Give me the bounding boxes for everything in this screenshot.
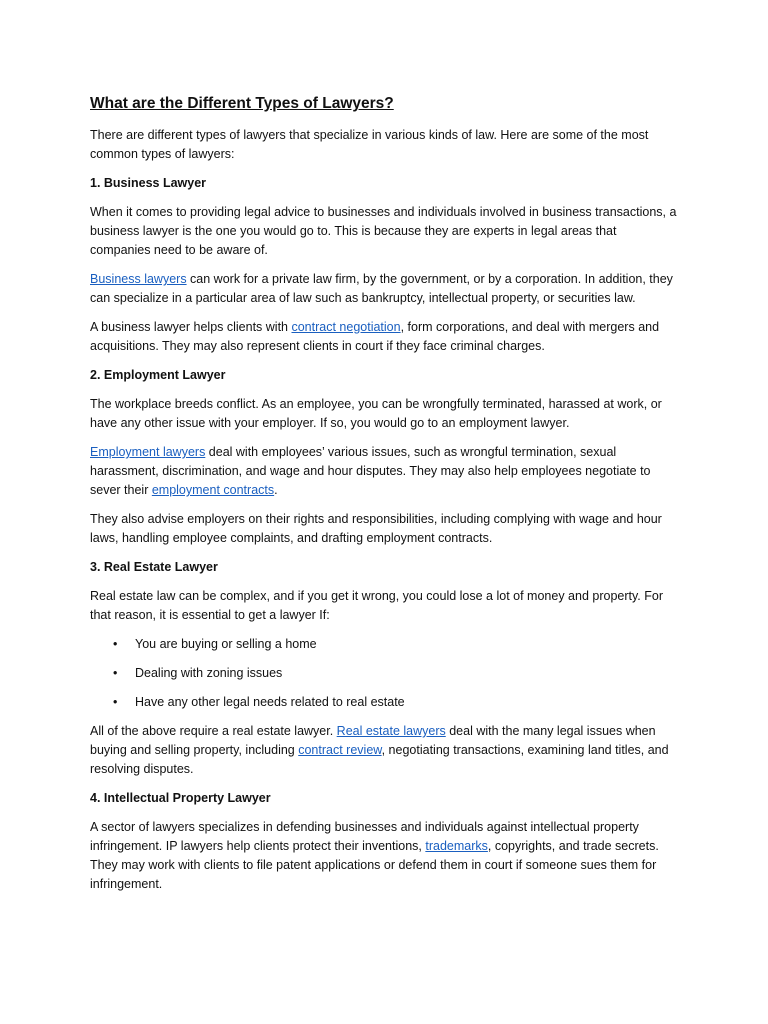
real-estate-paragraph-2-end: , negotiating transactions, examining land titles, and resolving disputes.	[90, 743, 669, 776]
business-paragraph-2	[90, 270, 680, 308]
bullet-icon: •	[113, 637, 118, 651]
section-heading-real-estate: 3. Real Estate Lawyer	[90, 560, 218, 574]
list-item-text: Dealing with zoning issues	[135, 666, 283, 680]
employment-contracts-link[interactable]: employment contracts	[151, 483, 275, 497]
ip-paragraph-1-start: A sector of lawyers specializes in defending businesses and individuals against intellectual property infringement. IP lawyers help clients protect their inventions,	[90, 820, 639, 853]
real-estate-paragraph-1: Real estate law can be complex, and if you get it wrong, you could lose a lot of money and property. For that reason, it is essential to get a lawyer If:	[90, 589, 663, 622]
section-heading-business: 1. Business Lawyer	[90, 176, 207, 190]
ip-paragraph-1-rest: , copyrights, and trade secrets. They may work with clients to file patent applications or defend them in court if someone sues them for infringement.	[90, 839, 659, 891]
real-estate-bullet-list	[90, 635, 680, 712]
real-estate-paragraph-2	[90, 722, 680, 779]
real-estate-lawyers-link[interactable]: Real estate lawyers	[336, 724, 446, 738]
section-heading-ip: 4. Intellectual Property Lawyer	[90, 791, 271, 805]
employment-lawyers-link[interactable]: Employment lawyers	[90, 445, 206, 459]
business-paragraph-1: When it comes to providing legal advice to businesses and individuals involved in business transactions, a business lawyer is the one you would go to. This is because they are experts in legal areas that companies need to be aware of.	[90, 205, 677, 257]
list-item-text: You are buying or selling a home	[135, 637, 317, 651]
contract-review-link[interactable]: contract review	[298, 743, 382, 757]
employment-paragraph-2-end: .	[274, 483, 278, 497]
bullet-icon: •	[113, 695, 118, 709]
section-heading-employment: 2. Employment Lawyer	[90, 368, 226, 382]
contract-negotiation-link[interactable]: contract negotiation	[291, 320, 401, 334]
business-lawyers-link[interactable]: Business lawyers	[90, 272, 187, 286]
trademarks-link[interactable]: trademarks	[425, 839, 488, 853]
business-paragraph-3	[90, 318, 680, 356]
list-item	[113, 635, 680, 654]
real-estate-paragraph-2-start: All of the above require a real estate lawyer.	[90, 724, 337, 738]
employment-paragraph-2-mid: deal with employees’ various issues, such as wrongful termination, sexual harassment, discrimination, and wage and hour disputes. They may also help employees negotiate to sever their	[90, 445, 651, 497]
business-paragraph-3-rest: , form corporations, and deal with mergers and acquisitions. They may also represent clients in court if they face criminal charges.	[90, 320, 660, 353]
list-item	[113, 693, 680, 712]
employment-paragraph-3: They also advise employers on their rights and responsibilities, including complying with wage and hour laws, handling employee complaints, and drafting employment contracts.	[90, 512, 662, 545]
intro-paragraph: There are different types of lawyers that specialize in various kinds of law. Here are some of the most common types of lawyers:	[90, 128, 649, 161]
business-paragraph-2-text: can work for a private law firm, by the government, or by a corporation. In addition, they can specialize in a particular area of law such as bankruptcy, intellectual property, or securities law.	[90, 272, 673, 305]
document-page	[90, 92, 680, 904]
bullet-icon: •	[113, 666, 118, 680]
list-item	[113, 664, 680, 683]
list-item-text: Have any other legal needs related to real estate	[135, 695, 405, 709]
page-title: What are the Different Types of Lawyers?	[90, 95, 394, 112]
business-paragraph-3-start: A business lawyer helps clients with	[90, 320, 292, 334]
real-estate-paragraph-2-mid: deal with the many legal issues when buying and selling property, including	[90, 724, 656, 757]
employment-paragraph-1: The workplace breeds conflict. As an employee, you can be wrongfully terminated, harassed at work, or have any other issue with your employer. If so, you would go to an employment lawyer.	[90, 397, 662, 430]
ip-paragraph-1	[90, 818, 680, 894]
employment-paragraph-2	[90, 443, 680, 500]
